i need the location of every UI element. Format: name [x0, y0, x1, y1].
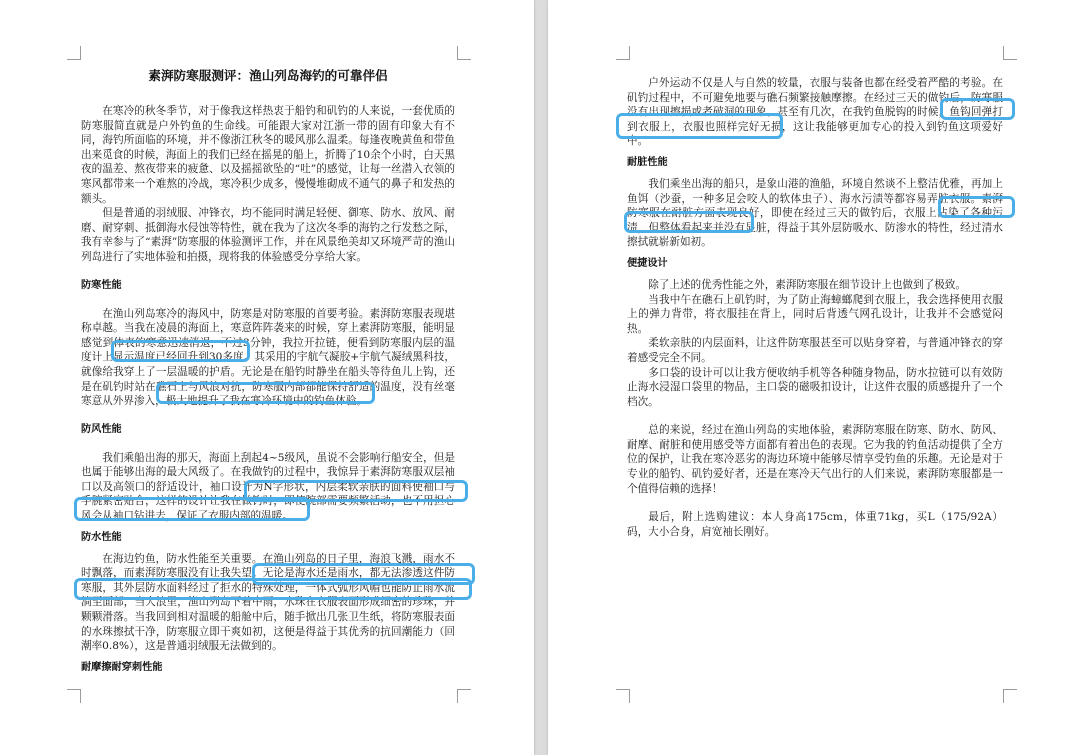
section-heading: 防水性能	[81, 531, 122, 543]
margin-corner-mark	[1003, 689, 1017, 703]
margin-corner-mark	[67, 46, 81, 60]
body-paragraph: 在海边钓鱼，防水性能至关重要。在渔山列岛的日子里，海浪飞溅，雨水不时飘落，而素湃防寒服没有让我失望。无论是海水还是雨水，都无法渗透这件防寒服，其外层防水面料经过了拒水的特殊处理，一体式弧形风帽也能防止雨水流淌至面部，当大浪里，渔山列岛下着中雨，水珠在衣服表面形成细密的珍珠，并颗颗滑落。当我回到相对温暖的船舱中后，随手掀出几张卫生纸，将防寒服表面的水珠擦拭干净，防寒服立即干爽如初，这便是得益于其优秀的抗回潮能力（回潮率0.8%），这是普通羽绒服无法做到的。	[81, 552, 455, 653]
section-heading: 防寒性能	[81, 279, 122, 291]
body-paragraph: 但是普通的羽绒服、冲锋衣，均不能同时满足轻便、御寒、防水、放风、耐磨、耐穿刺、抵御海水侵蚀等特性，就在我为了这次冬季的海钓之行发愁之际，我有幸参与了“素湃”防寒服的体验测评工作，并在风景绝美却又环境严苛的渔山列岛进行了实地体验和拍摄，现将我的体验感受分享给大家。	[81, 207, 455, 263]
body-paragraph: 在渔山列岛寒冷的海风中，防寒是对防寒服的首要考验。素湃防寒服表现堪称卓越。当我在凌晨的海面上，寒意阵阵袭来的时候，穿上素湃防寒服，能明显感觉到体表的寒意迅速消退，不过3分钟，我拉开拉链，便看到防寒服内层的温度计上显示温度已经回升到30多度。其采用的宇航气凝胶+宇航气凝绒黑科技，就像给我穿上了一层温暖的护盾。无论是在船钓时静坐在船头等待鱼儿上钩，还是在矶钓时站在礁石上与风浪对抗，防寒服内部都能保持舒适的温度，没有丝毫寒意从外界渗入，极大地提升了我在寒冷环境中的钓鱼体验。	[81, 307, 455, 408]
margin-corner-mark	[457, 46, 471, 60]
page-body[interactable]	[81, 68, 455, 675]
document-page-left	[0, 0, 534, 755]
body-paragraph: 当我中午在礁石上矶钓时，为了防止海蟑螂爬到衣服上，我会选择使用衣服上的弹力背带，将衣服挂在背上，同时后背透气网孔设计，让我并不会感觉闷热。	[627, 293, 1003, 335]
body-paragraph: 最后，附上选购建议：本人身高175cm，体重71kg，买L（175/92A）码，大小合身，肩宽袖长刚好。	[627, 511, 1003, 538]
body-paragraph: 总的来说，经过在渔山列岛的实地体验，素湃防寒服在防寒、防水、防风、耐摩、耐脏和使用感受等方面都有着出色的表现。它为我的钓鱼活动提供了全方位的保护，让我在寒冷恶劣的海边环境中能够尽情享受钓鱼的乐趣。无论是对于专业的船钓、矶钓爱好者，还是在寒冷天气出行的人们来说，素湃防寒服都是一个值得信赖的选择！	[627, 424, 1003, 495]
section-heading: 便捷设计	[627, 257, 668, 269]
margin-corner-mark	[616, 46, 630, 60]
page-body[interactable]	[627, 76, 1003, 539]
section-heading: 防风性能	[81, 423, 122, 435]
section-heading: 耐摩擦耐穿刺性能	[81, 661, 163, 673]
body-paragraph: 我们乘坐出海的船只，是象山港的渔船，环境自然谈不上整洁优雅，再加上鱼饵（沙蚕，一种多足会咬人的软体虫子）、海水污渍等都容易弄脏衣服。素湃防寒服在耐脏方面表现良好，即使在经过三天的做钓后，衣服上沾染了各种污渍，但整体看起来并没有显脏，得益于其外层防吸水、防渗水的特性，经过清水擦拭就崭新如初。	[627, 177, 1003, 249]
document-title: 素湃防寒服测评：渔山列岛海钓的可靠伴侣	[148, 68, 388, 83]
margin-corner-mark	[457, 689, 471, 703]
margin-corner-mark	[67, 689, 81, 703]
body-paragraph: 多口袋的设计可以让我方便收纳手机等各种随身物品，防水拉链可以有效防止海水浸湿口袋里的物品，主口袋的磁吸扣设计，让这件衣服的质感提升了一个档次。	[627, 366, 1003, 408]
margin-corner-mark	[1003, 46, 1017, 60]
body-paragraph: 除了上述的优秀性能之外，素湃防寒服在细节设计上也做到了极致。	[648, 278, 966, 291]
section-heading: 耐脏性能	[627, 156, 668, 168]
body-paragraph: 在寒冷的秋冬季节，对于像我这样热衷于船钓和矶钓的人来说，一套优质的防寒服简直就是户外钓鱼的生命线。可能跟大家对江浙一带的固有印象大有不同，海钓所面临的环境，并不像浙江秋冬的暖风那么温柔。每逢夜晚黄鱼和带鱼出来觅食的时候，海面上的我们已经在摇晃的船上，折腾了10余个小时，白天黑夜的温差、熬夜带来的疲惫、以及摇摇欲坠的“吐”的感觉，让每一丝潜入衣领的寒风都带来一个难熬的冷战，寒冷积少成多，慢慢堆砌成不通气的鼻子和发热的额头。	[81, 105, 455, 205]
body-paragraph: 我们乘船出海的那天，海面上刮起4~5级风，虽说不会影响行船安全，但是也属于能够出海的最大风级了。在我做钓的过程中，我惊异于素湃防寒服双层袖口以及高领口的舒适设计，袖口设计为N字形状，内层柔软亲肤的面料使袖口与手腕紧密贴合，这样的设计让我在做钓时，即使腕部需要频繁活动，也不用担心风会从袖口钻进去，保证了衣服内部的温暖。	[81, 451, 455, 523]
body-paragraph: 户外运动不仅是人与自然的较量，衣服与装备也都在经受着严酷的考验。在矶钓过程中，不可避免地要与礁石频繁接触摩擦。在经过三天的做钓后，防寒服没有出现擦损或者破洞的现象。甚至有几次，在我钓鱼脱钩的时候，鱼钩回弹打到衣服上，衣服也照样完好无损，这让我能够更加专心的投入到钓鱼这项爱好中。	[627, 77, 1003, 148]
document-page-right	[548, 0, 1080, 755]
margin-corner-mark	[616, 689, 630, 703]
body-paragraph: 柔软亲肤的内层面料，让这件防寒服甚至可以贴身穿着，与普通冲锋衣的穿着感受完全不同。	[627, 337, 1003, 364]
